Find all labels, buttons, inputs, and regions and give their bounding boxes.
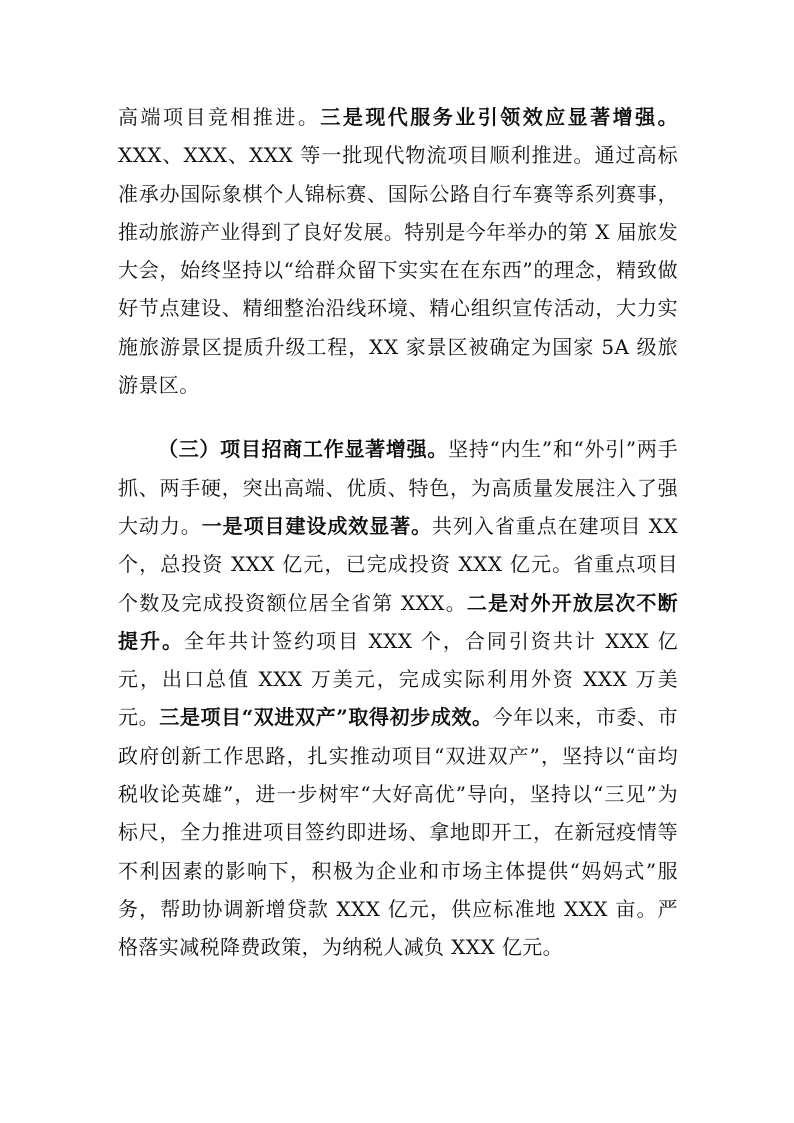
bold-heading-modern-service: 三是现代服务业引领效应显著增强。	[320, 105, 678, 129]
section-heading-project-investment: （三）项目招商工作显著增强。	[158, 437, 449, 462]
text-segment: 坚持“内生”和“外引”两手抓、两手硬，突出高端、优质、特色，为高质量发展注入了强大动力。	[118, 437, 678, 538]
text-segment: 全年共计签约项目 XXX 个，合同引资共计 XXX 亿元，出口总值 XXX 万美元，完成实际利用外资 XXX 万美元。	[118, 628, 678, 730]
text-segment: XXX、XXX、XXX 等一批现代物流项目顺利推进。通过高标准承办国际象棋个人锦标赛、国际公路自行车赛等系列赛事，推动旅游产业得到了良好发展。特别是今年举办的第 X 届旅发大会，始终坚持以“给群众留下实实在在东西”的理念，精致做好节点建设、精细整治沿线环境、精心组织宣传活动，大力实施旅游景区提质升级工程，XX 家景区被确定为国家 5A 级旅游景区。	[118, 143, 678, 398]
text-segment: 高端项目竞相推进。	[118, 105, 321, 129]
bold-heading-double-in-double-out: 三是项目“双进双产”取得初步成效。	[159, 705, 493, 730]
document-page	[118, 98, 678, 967]
bold-heading-project-construction: 一是项目建设成效显著。	[201, 513, 433, 538]
text-segment: 今年以来，市委、市政府创新工作思路，扎实推动项目“双进双产”，坚持以“亩均税收论英雄”，进一步树牢“大好高优”导向，坚持以“三见”为标尺，全力推进项目签约即进场、拿地即开工，在新冠疫情等不利因素的影响下，积极为企业和市场主体提供“妈妈式”服务，帮助协调新增贷款 XXX 亿元，供应标准地 XXX 亩。严格落实减税降费政策，为纳税人减负 XXX 亿元。	[118, 705, 678, 960]
bold-heading-opening-up: 二是对外开放层次不断提升。	[118, 590, 679, 653]
paragraph-service-industry	[118, 98, 678, 404]
text-segment: 共列入省重点在建项目 XX 个，总投资 XXX 亿元，已完成投资 XXX 亿元。省重点项目个数及完成投资额位居全省第 XXX。	[118, 513, 678, 615]
paragraph-project-investment	[118, 430, 678, 966]
